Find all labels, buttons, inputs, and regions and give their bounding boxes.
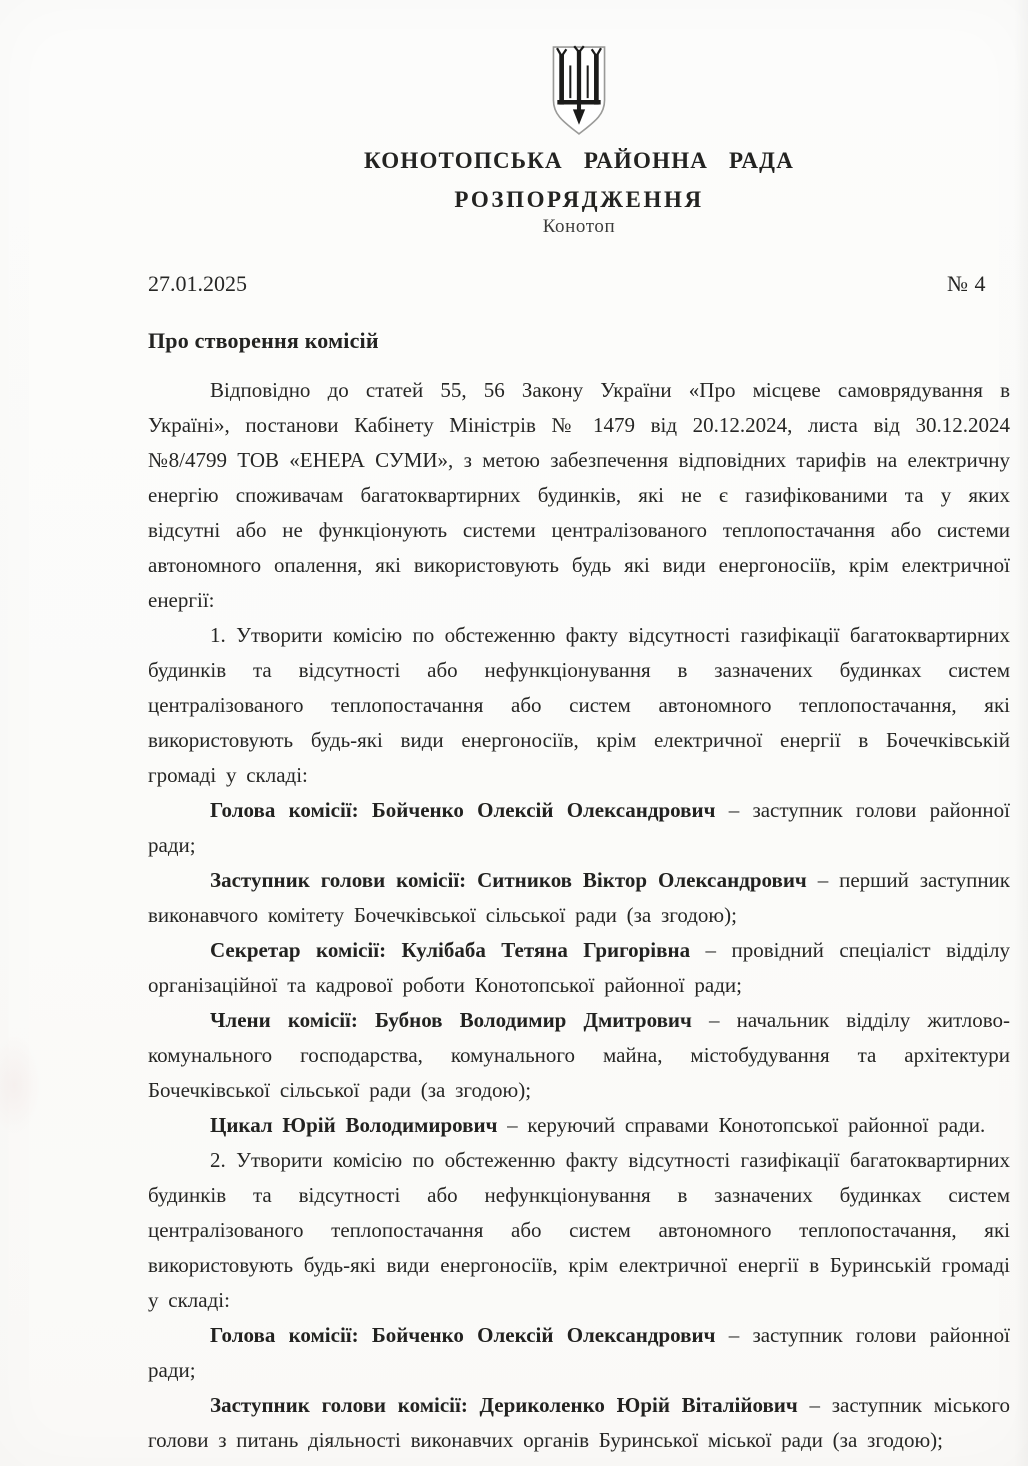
document-subject: Про створення комісій	[148, 328, 379, 353]
document-date: 27.01.2025	[148, 271, 247, 296]
paragraph-lead: Цикал Юрій Володимирович	[210, 1113, 498, 1137]
paragraph	[148, 373, 1010, 618]
coat-of-arms	[148, 0, 1010, 138]
paragraph-lead: Голова комісії: Бойченко Олексій Олександрович	[210, 1323, 716, 1347]
document-type-title: РОЗПОРЯДЖЕННЯ	[454, 187, 704, 212]
paragraph-text: 2. Утворити комісію по обстеженню факту відсутності газифікації багатоквартирних будинків та відсутності або нефункціонування в зазначених будинках систем централізованого теплопостачання або систем автономного теплопостачання, які використовують будь-які види енергоносіїв, крім електричної енергії в Буринській громаді у складі:	[148, 1148, 1010, 1312]
paragraph-lead: Заступник голови комісії: Ситников Віктор Олександрович	[210, 868, 807, 892]
paragraph-text: – керуючий справами Конотопської районної ради.	[497, 1113, 986, 1137]
body-paragraphs	[148, 373, 1010, 1458]
organization-name: КОНОТОПСЬКА РАЙОННА РАДА	[363, 148, 795, 173]
paragraph-lead: Заступник голови комісії: Дериколенко Юрій Віталійович	[210, 1393, 798, 1417]
paragraph-text: – заступник міського голови з питань діяльності виконавчих органів Буринської міської ради (за згодою);	[148, 1393, 1011, 1452]
paragraph-lead: Секретар комісії: Кулібаба Тетяна Григорівна	[210, 938, 691, 962]
paragraph-text: – перший заступник виконавчого комітету Бочечківської сільської ради (за згодою);	[148, 868, 1010, 927]
paragraph-text: – заступник голови районної ради;	[148, 798, 1010, 857]
paragraph-text: – провідний спеціаліст відділу організаційної та кадрової роботи Конотопської районної ради;	[148, 938, 1010, 997]
paragraph	[148, 793, 1010, 863]
paragraph-text: Відповідно до статей 55, 56 Закону України «Про місцеве самоврядування в Україні», постанови Кабінету Міністрів № 1479 від 20.12.2024, листа від 30.12.2024 №8/4799 ТОВ «ЕНЕРА СУМИ», з метою забезпечення відповідних тарифів на електричну енергію споживачам багатоквартирних будинків, які не є газифікованими та у яких відсутні або не функціонують системи централізованого теплопостачання або системи автономного опалення, які використовують будь які види енергоносіїв, крім електричної енергії:	[148, 378, 1010, 612]
paragraph	[148, 863, 1010, 933]
issue-place: Конотоп	[542, 216, 616, 237]
paragraph	[148, 1388, 1010, 1458]
paragraph-text: – заступник голови районної ради;	[148, 1323, 1010, 1382]
paragraph-text: 1. Утворити комісію по обстеженню факту відсутності газифікації багатоквартирних будинків та відсутності або нефункціонування в зазначених будинках систем централізованого теплопостачання або систем автономного теплопостачання, які використовують будь-які види енергоносіїв, крім електричної енергії в Бочечківській громаді у складі:	[148, 623, 1010, 787]
paragraph	[148, 1318, 1010, 1388]
scan-edge-shadow	[1014, 0, 1028, 1466]
document-content	[148, 0, 1010, 1458]
paragraph	[148, 1143, 1010, 1318]
paragraph-text: – начальник відділу житлово-комунального господарства, комунального майна, містобудування та архітектури Бочечківської сільської ради (за згодою);	[148, 1008, 1010, 1102]
paragraph-lead: Голова комісії: Бойченко Олексій Олександрович	[210, 798, 716, 822]
paragraph	[148, 618, 1010, 793]
document-meta-row	[148, 271, 1010, 297]
paragraph	[148, 1108, 1010, 1143]
ukraine-trident-icon	[544, 44, 614, 138]
scan-smudge	[0, 1035, 42, 1135]
paragraph	[148, 1003, 1010, 1108]
paragraph-lead: Члени комісії: Бубнов Володимир Дмитрович	[210, 1008, 692, 1032]
document-number: № 4	[947, 271, 986, 296]
paragraph	[148, 933, 1010, 1003]
